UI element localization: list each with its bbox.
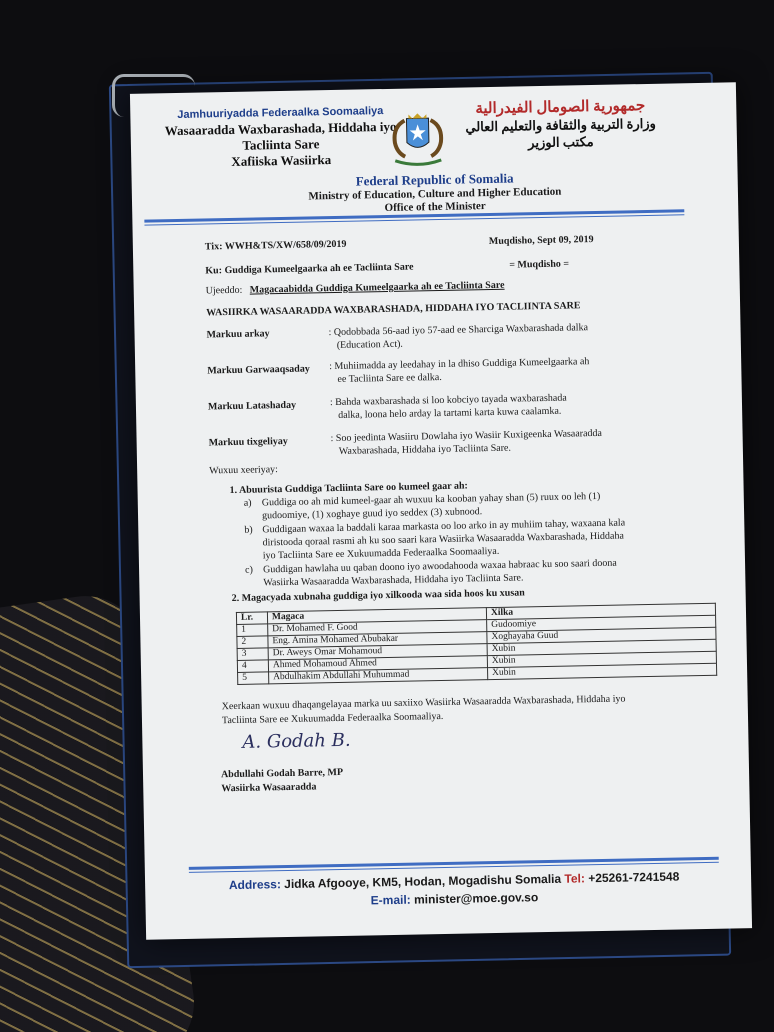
table-cell: 4	[237, 660, 268, 673]
table-cell: Gudoomiye	[487, 615, 716, 631]
table-cell: Abdulhakim Abdullahi Muhummad	[269, 668, 488, 684]
republic-arabic: جمهورية الصومال الفيدرالية	[475, 98, 646, 118]
item-mark: a)	[243, 497, 252, 509]
clause-text: dalka, loona helo arday la tartami karta kuwa caalamka.	[338, 405, 562, 421]
table-header: Magaca	[267, 608, 486, 624]
item-text: gudoomiye, (1) xoghaye guud iyo seddex (3) xubnood.	[261, 506, 483, 522]
coat-of-arms-icon	[384, 112, 451, 171]
clause-text: (Education Act).	[336, 338, 403, 351]
handwritten-signature: A. Godah B.	[242, 729, 351, 753]
address-label: Address:	[228, 877, 282, 893]
table-cell: 3	[237, 648, 268, 661]
table-cell: Xubin	[487, 651, 716, 667]
letterhead-somali	[160, 103, 401, 172]
tel: +25261-7241548	[588, 869, 680, 886]
reference-number: Tix: WWH&TS/XW/658/09/2019	[204, 238, 347, 253]
closing-text: Tacliinta Sare ee Xukuumadda Federaalka Soomaaliya.	[221, 710, 444, 727]
closing-text: Xeerkaan wuxuu dhaqangelayaa marka uu saxiixo Wasiirka Wasaaradda Waxbarashada, Hiddaha iyo	[221, 693, 626, 713]
clause-text: : Bahda waxbarashada si loo kobciyo tayada waxbarashada	[329, 392, 567, 409]
subject-label: Ujeeddo:	[205, 284, 243, 297]
clause-text: : Muhiimadda ay leedahay in la dhiso Guddiga Kumeelgaarka ah	[329, 356, 590, 373]
item-text: Guddigaan waxaa la baddali karaa markasta oo loo arko in ay muhiim tahay, waxaana kala	[262, 517, 626, 536]
office-arabic: مكتب الوزير	[528, 134, 594, 151]
recipient: Ku: Guddiga Kumeelgaarka ah ee Tacliinta Sare	[205, 261, 414, 277]
tel-label: Tel:	[564, 871, 586, 886]
email-label: E-mail:	[370, 892, 411, 908]
section-2-title: 2. Magacyada xubnaha guddiga iyo xilkooda waa sida hoos ku xusan	[231, 587, 525, 605]
table-cell: Eng. Amina Mohamed Abubakar	[268, 632, 487, 648]
republic-english: Federal Republic of Somalia	[355, 170, 514, 189]
address: Jidka Afgooye, KM5, Hodan, Mogadishu Somalia	[284, 871, 562, 892]
office-somali: Xafiiska Wasiirka	[231, 152, 332, 169]
table-header: Xilka	[486, 603, 715, 619]
ministry-somali-2: Tacliinta Sare	[242, 136, 320, 153]
ministry-somali-1: Wasaaradda Waxbarashada, Hiddaha iyo	[164, 118, 397, 139]
recipient-city: = Muqdisho =	[509, 258, 570, 271]
table-header: Lr.	[236, 612, 267, 625]
clause-label: Markuu arkay	[206, 328, 270, 341]
letter-page	[130, 82, 752, 939]
table-cell: Xubin	[487, 639, 716, 655]
table-cell: Xubin	[488, 663, 717, 679]
item-text: iyo Tacliinta Sare ee Xukuumadda Federaalka Soomaaliya.	[262, 545, 500, 562]
item-text: Guddiga oo ah mid kumeel-gaar ah wuxuu ka kooban yahay shan (5) ruux oo leh (1)	[261, 490, 601, 509]
table-cell: Ahmed Mohamoud Ahmed	[268, 656, 487, 672]
clause-text: Waxbarashada, Hiddaha iyo Tacliinta Sare.	[338, 442, 512, 457]
clause-text: ee Tacliinta Sare ee dalka.	[337, 371, 442, 385]
table-cell: 2	[237, 636, 268, 649]
item-text: diristooda qoraal rasmi ah ku soo saari kara Wasiirka Wasaaradda Waxbarashada, Hiddaha	[262, 530, 624, 549]
members-table	[236, 603, 717, 685]
ministry-english: Ministry of Education, Culture and Higher Education	[308, 185, 562, 203]
signer-name: Abdullahi Godah Barre, MP	[220, 766, 344, 781]
table-cell: 5	[238, 672, 269, 685]
subject: Magacaabidda Guddiga Kumeelgaarka ah ee Tacliinta Sare	[249, 279, 505, 296]
decided-label: Wuxuu xeeriyay:	[209, 464, 279, 477]
footer	[189, 867, 720, 913]
clause-label: Markuu Latashaday	[207, 399, 297, 413]
letterhead-arabic	[450, 98, 671, 153]
clause-text: : Qodobbada 56-aad iyo 57-aad ee Sharciga Waxbarashada dalka	[328, 322, 589, 339]
signer-title: Wasiirka Wasaaradda	[221, 781, 317, 795]
table-cell: Dr. Aweys Omar Mohamoud	[268, 644, 487, 660]
clause-label: Markuu Garwaaqsaday	[207, 363, 310, 377]
letterhead	[130, 82, 739, 234]
item-mark: c)	[244, 564, 253, 576]
section-1-title: 1. Abuurista Guddiga Tacliinta Sare oo kumeel gaar ah:	[229, 480, 468, 497]
republic-somali: Jamhuuriyadda Federaalka Soomaaliya	[177, 105, 384, 121]
decree-heading: WASIIRKA WASAARADDA WAXBARASHADA, HIDDAHA IYO TACLIINTA SARE	[206, 300, 581, 319]
ministry-arabic: وزارة التربية والثقافة والتعليم العالي	[465, 115, 656, 135]
clause-label: Markuu tixgeliyay	[208, 435, 288, 449]
table-cell: Xoghayaha Guud	[487, 627, 716, 643]
email: minister@moe.gov.so	[413, 890, 539, 907]
item-text: Wasiirka Wasaaradda Waxbarashada, Hiddaha iyo Tacliinta Sare.	[263, 572, 524, 589]
table-cell: 1	[237, 624, 268, 637]
table-cell: Dr. Mohamed F. Good	[268, 620, 487, 636]
clause-text: : Soo jeedinta Wasiiru Dowlaha iyo Wasiir Kuxigeenka Wasaaradda	[330, 427, 603, 445]
letter-date: Muqdisho, Sept 09, 2019	[488, 234, 594, 248]
item-text: Guddigan hawlaha uu qaban doono iyo awoodahooda waxaa habraac ku soo saari doona	[262, 557, 617, 576]
item-mark: b)	[244, 524, 253, 536]
office-english: Office of the Minister	[384, 200, 486, 215]
